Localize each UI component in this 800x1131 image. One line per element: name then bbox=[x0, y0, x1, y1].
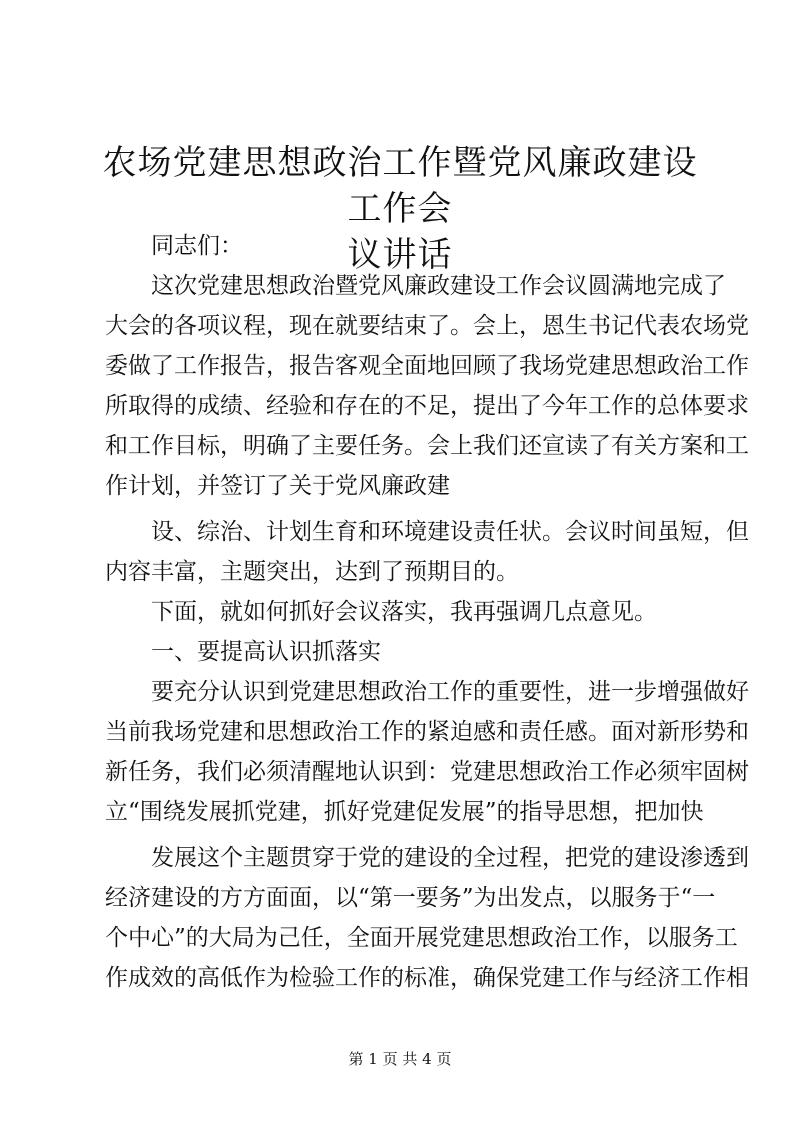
section-heading: 一、要提高认识抓落实 bbox=[105, 639, 381, 665]
body-line: 要充分认识到党建思想政治工作的重要性，进一步增强做好 bbox=[105, 679, 749, 705]
body-line: 发展这个主题贯穿于党的建设的全过程，把党的建设渗透到 bbox=[105, 845, 749, 871]
body-line: 大会的各项议程，现在就要结束了。会上，恩生书记代表农场党 bbox=[105, 313, 749, 339]
body-line: 作计划，并签订了关于党风廉政建 bbox=[105, 473, 450, 499]
body-line: 这次党建思想政治暨党风廉政建设工作会议圆满地完成了 bbox=[105, 273, 726, 299]
body-line: 所取得的成绩、经验和存在的不足，提出了今年工作的总体要求 bbox=[105, 393, 749, 419]
body-line: 经济建设的方方面面，以“第一要务”为出发点，以服务于“一 bbox=[105, 885, 716, 911]
body-line: 设、综治、计划生育和环境建设责任状。会议时间虽短，但 bbox=[105, 519, 749, 545]
body-line: 当前我场党建和思想政治工作的紧迫感和责任感。面对新形势和 bbox=[105, 719, 749, 745]
body-line: 委做了工作报告，报告客观全面地回顾了我场党建思想政治工作 bbox=[105, 353, 749, 379]
body-line: 立“围绕发展抓党建，抓好党建促发展”的指导思想，把加快 bbox=[105, 799, 704, 825]
page-number: 第 1 页 共 4 页 bbox=[348, 1050, 452, 1068]
body-line: 新任务，我们必须清醒地认识到：党建思想政治工作必须牢固树 bbox=[105, 759, 749, 785]
document-title: 农场党建思想政治工作暨党风廉政建设工作会 议讲话 bbox=[102, 143, 698, 275]
body-line: 和工作目标，明确了主要任务。会上我们还宣读了有关方案和工 bbox=[105, 433, 749, 459]
body-line: 同志们： bbox=[105, 233, 243, 259]
body-line: 下面，就如何抓好会议落实，我再强调几点意见。 bbox=[105, 599, 657, 625]
body-line: 个中心”的大局为己任，全面开展党建思想政治工作，以服务工 bbox=[105, 925, 738, 951]
body-line: 内容丰富，主题突出，达到了预期目的。 bbox=[105, 559, 519, 585]
body-line: 作成效的高低作为检验工作的标准，确保党建工作与经济工作相 bbox=[105, 965, 749, 991]
